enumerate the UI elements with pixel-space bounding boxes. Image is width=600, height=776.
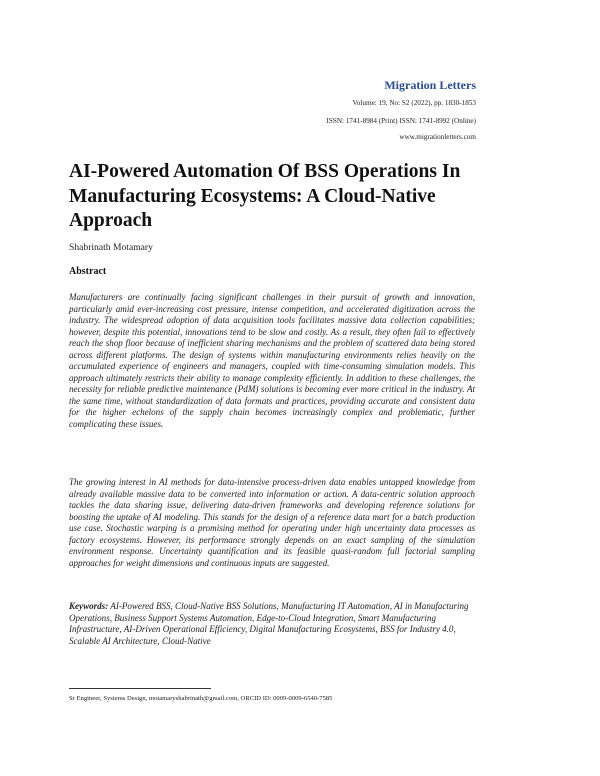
keywords [69, 601, 475, 647]
author-name: Shabrinath Motamary [69, 242, 153, 253]
footnote: Sr Engineer, Systems Design, motamaryshabrinath@gmail.com, ORCID ID: 0009-0009-6540-7585 [69, 695, 333, 702]
footnote-divider [69, 688, 211, 689]
journal-name[interactable]: Migration Letters [384, 78, 476, 92]
abstract-paragraph-2: The growing interest in AI methods for data-intensive process-driven data enables untapped knowledge from already available massive data to be converted into information or action. A data-centric solution approach tackles the data sharing issue, delivering data-driven frameworks and developing reference solutions for boosting the uptake of AI modeling. This stands for the design of a reference data mart for a batch production use case. Stochastic warping is a promising method for operating under high uncertainty data processes as factory ecosystems. However, its performance strongly depends on an exact sampling of the simulation environment response. Uncertainty quantification and its feasible quasi-random full factorial sampling approaches for weight dimensions and continuous inputs are suggested. [69, 477, 475, 568]
journal-website[interactable]: www.migrationletters.com [399, 133, 476, 141]
volume-info: Volume: 19, No: S2 (2022), pp. 1830-1853 [352, 99, 476, 107]
abstract-heading: Abstract [69, 266, 107, 277]
keywords-label: Keywords: [69, 601, 109, 611]
paper-title: AI-Powered Automation Of BSS Operations In Manufacturing Ecosystems: A Cloud-Native Approach [69, 161, 461, 231]
abstract-paragraph-1: Manufacturers are continually facing significant challenges in their pursuit of growth and innovation, particularly amid ever-increasing cost pressure, intense competition, and accelerated digitization across the industry. The widespread adoption of data acquisition tools facilitates massive data collection capabilities; however, despite this potential, innovations tend to be slow and costly. As a result, they often fail to effectively reach the shop floor because of inefficient sharing mechanisms and the problem of scattered data being stored across different platforms. The design of systems within manufacturing environments relies heavily on the accumulated experience of engineers and managers, coupled with time-consuming simulation models. This approach ultimately restricts their ability to manage complexity efficiently. In addition to these challenges, the necessity for reliable predictive maintenance (PdM) solutions is becoming ever more critical in the industry. At the same time, without standardization of data formats and practices, providing accurate and consistent data for the higher echelons of the supply chain becomes increasingly complex and problematic, further complicating these issues. [69, 292, 475, 429]
keywords-list: AI-Powered BSS, Cloud-Native BSS Solutions, Manufacturing IT Automation, AI in Manufacturing Operations, Business Support Systems Automation, Edge-to-Cloud Integration, Smart Manufacturing Infrastructure, AI-Driven Operational Efficiency, Digital Manufacturing Ecosystems, BSS for Industry 4.0, Scalable AI Architecture, Cloud-Native [69, 601, 469, 646]
issn-info: ISSN: 1741-8984 (Print) ISSN: 1741-8992 (Online) [326, 117, 476, 125]
